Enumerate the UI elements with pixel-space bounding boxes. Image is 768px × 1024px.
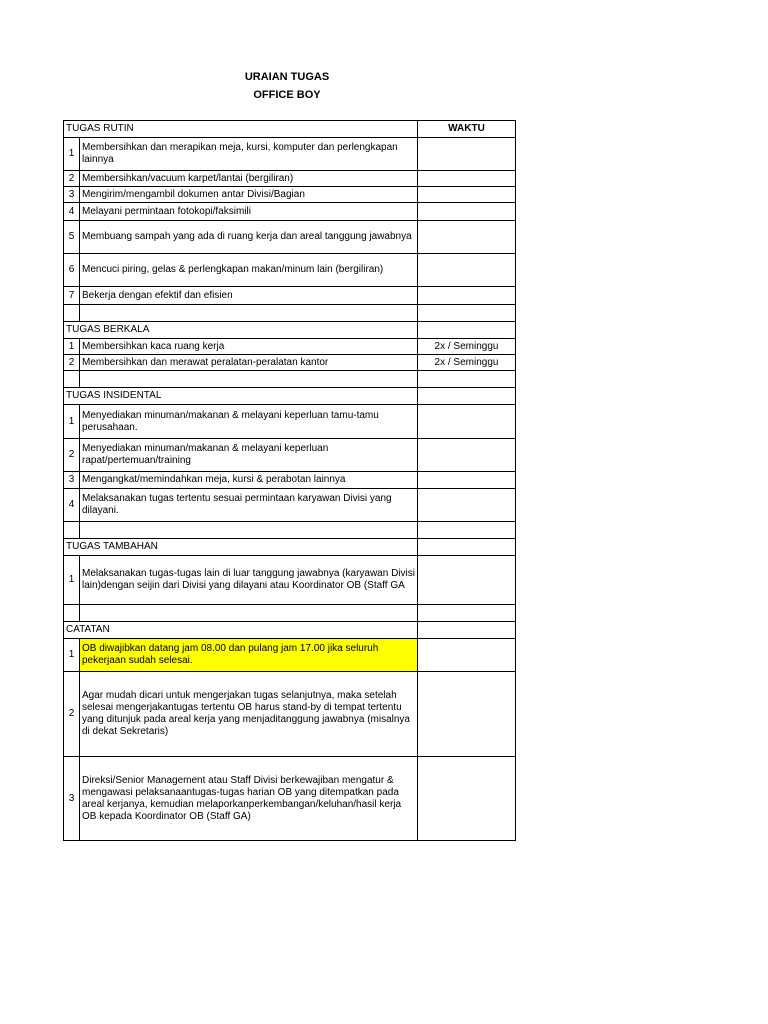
empty-row bbox=[64, 371, 516, 388]
task-text: Membersihkan kaca ruang kerja bbox=[80, 339, 418, 355]
row-number: 6 bbox=[64, 254, 80, 287]
row-number: 7 bbox=[64, 287, 80, 305]
task-time bbox=[418, 439, 516, 472]
table-row bbox=[64, 287, 516, 305]
row-number: 4 bbox=[64, 203, 80, 221]
section-header-insidental: TUGAS INSIDENTAL bbox=[64, 388, 418, 405]
section-header-berkala: TUGAS BERKALA bbox=[64, 322, 418, 339]
table-row bbox=[64, 221, 516, 254]
table-row bbox=[64, 254, 516, 287]
row-number: 1 bbox=[64, 556, 80, 605]
table-row bbox=[64, 339, 516, 355]
task-time bbox=[418, 138, 516, 171]
row-number: 2 bbox=[64, 672, 80, 757]
task-text: Melaksanakan tugas tertentu sesuai permintaan karyawan Divisi yang dilayani. bbox=[80, 489, 418, 522]
column-header-waktu: WAKTU bbox=[418, 121, 516, 138]
table-row bbox=[64, 472, 516, 489]
table-row bbox=[64, 672, 516, 757]
task-time bbox=[418, 254, 516, 287]
task-time: 2x / Seminggu bbox=[418, 339, 516, 355]
empty-row bbox=[64, 305, 516, 322]
task-time bbox=[418, 287, 516, 305]
section-row bbox=[64, 322, 516, 339]
table-row bbox=[64, 171, 516, 187]
table-row bbox=[64, 187, 516, 203]
document-subtitle: OFFICE BOY bbox=[253, 89, 321, 101]
section-row bbox=[64, 622, 516, 639]
row-number: 4 bbox=[64, 489, 80, 522]
section-header-catatan: CATATAN bbox=[64, 622, 418, 639]
section-header-rutin: TUGAS RUTIN bbox=[64, 121, 418, 138]
table-row bbox=[64, 556, 516, 605]
table-header-row bbox=[64, 121, 516, 138]
empty-row bbox=[64, 522, 516, 539]
task-time bbox=[418, 405, 516, 439]
table-row bbox=[64, 489, 516, 522]
row-number: 1 bbox=[64, 405, 80, 439]
task-text: Menyediakan minuman/makanan & melayani keperluan tamu-tamu perusahaan. bbox=[80, 405, 418, 439]
task-text: Mengangkat/memindahkan meja, kursi & perabotan lainnya bbox=[80, 472, 418, 489]
note-text: Agar mudah dicari untuk mengerjakan tugas selanjutnya, maka setelah selesai mengerjakantugas tertentu OB harus stand-by di tempat tertentu yang ditunjuk pada areal kerja yang menjaditanggung jawabnya (misalnya di dekat Sekretaris) bbox=[80, 672, 418, 757]
row-number: 1 bbox=[64, 639, 80, 672]
task-time: 2x / Seminggu bbox=[418, 355, 516, 371]
task-text: Membersihkan/vacuum karpet/lantai (bergiliran) bbox=[80, 171, 418, 187]
empty-row bbox=[64, 605, 516, 622]
row-number: 3 bbox=[64, 187, 80, 203]
section-header-tambahan: TUGAS TAMBAHAN bbox=[64, 539, 418, 556]
row-number: 2 bbox=[64, 171, 80, 187]
note-text-highlighted: OB diwajibkan datang jam 08.00 dan pulang jam 17.00 jika seluruh pekerjaan sudah selesai. bbox=[80, 639, 418, 672]
task-time bbox=[418, 171, 516, 187]
table-row bbox=[64, 405, 516, 439]
row-number: 3 bbox=[64, 757, 80, 841]
task-time bbox=[418, 472, 516, 489]
table-row bbox=[64, 757, 516, 841]
table-row bbox=[64, 203, 516, 221]
task-text: Melaksanakan tugas-tugas lain di luar tanggung jawabnya (karyawan Divisi lain)dengan seijin dari Divisi yang dilayani atau Koordinator OB (Staff GA bbox=[80, 556, 418, 605]
task-text: Membersihkan dan merapikan meja, kursi, komputer dan perlengkapan lainnya bbox=[80, 138, 418, 171]
task-text: Bekerja dengan efektif dan efisien bbox=[80, 287, 418, 305]
task-text: Melayani permintaan fotokopi/faksimili bbox=[80, 203, 418, 221]
task-time bbox=[418, 757, 516, 841]
task-time bbox=[418, 672, 516, 757]
row-number: 1 bbox=[64, 138, 80, 171]
task-text: Membuang sampah yang ada di ruang kerja dan areal tanggung jawabnya bbox=[80, 221, 418, 254]
table-row bbox=[64, 355, 516, 371]
task-table bbox=[63, 120, 516, 841]
row-number: 2 bbox=[64, 439, 80, 472]
task-text: Menyediakan minuman/makanan & melayani keperluan rapat/pertemuan/training bbox=[80, 439, 418, 472]
row-number: 1 bbox=[64, 339, 80, 355]
row-number: 5 bbox=[64, 221, 80, 254]
row-number: 2 bbox=[64, 355, 80, 371]
task-time bbox=[418, 639, 516, 672]
task-time bbox=[418, 489, 516, 522]
section-row bbox=[64, 539, 516, 556]
section-row bbox=[64, 388, 516, 405]
table-row bbox=[64, 138, 516, 171]
task-time bbox=[418, 221, 516, 254]
task-time bbox=[418, 187, 516, 203]
task-time bbox=[418, 556, 516, 605]
task-time bbox=[418, 203, 516, 221]
table-row bbox=[64, 439, 516, 472]
note-text: Direksi/Senior Management atau Staff Divisi berkewajiban mengatur & mengawasi pelaksanaantugas-tugas harian OB yang ditempatkan pada areal kerjanya, kemudian melaporkanperkembangan/keluhan/hasil kerja OB kepada Koordinator OB (Staff GA) bbox=[80, 757, 418, 841]
task-text: Mencuci piring, gelas & perlengkapan makan/minum lain (bergiliran) bbox=[80, 254, 418, 287]
document-title: URAIAN TUGAS bbox=[244, 71, 330, 83]
row-number: 3 bbox=[64, 472, 80, 489]
task-text: Membersihkan dan merawat peralatan-peralatan kantor bbox=[80, 355, 418, 371]
task-text: Mengirim/mengambil dokumen antar Divisi/Bagian bbox=[80, 187, 418, 203]
table-row bbox=[64, 639, 516, 672]
